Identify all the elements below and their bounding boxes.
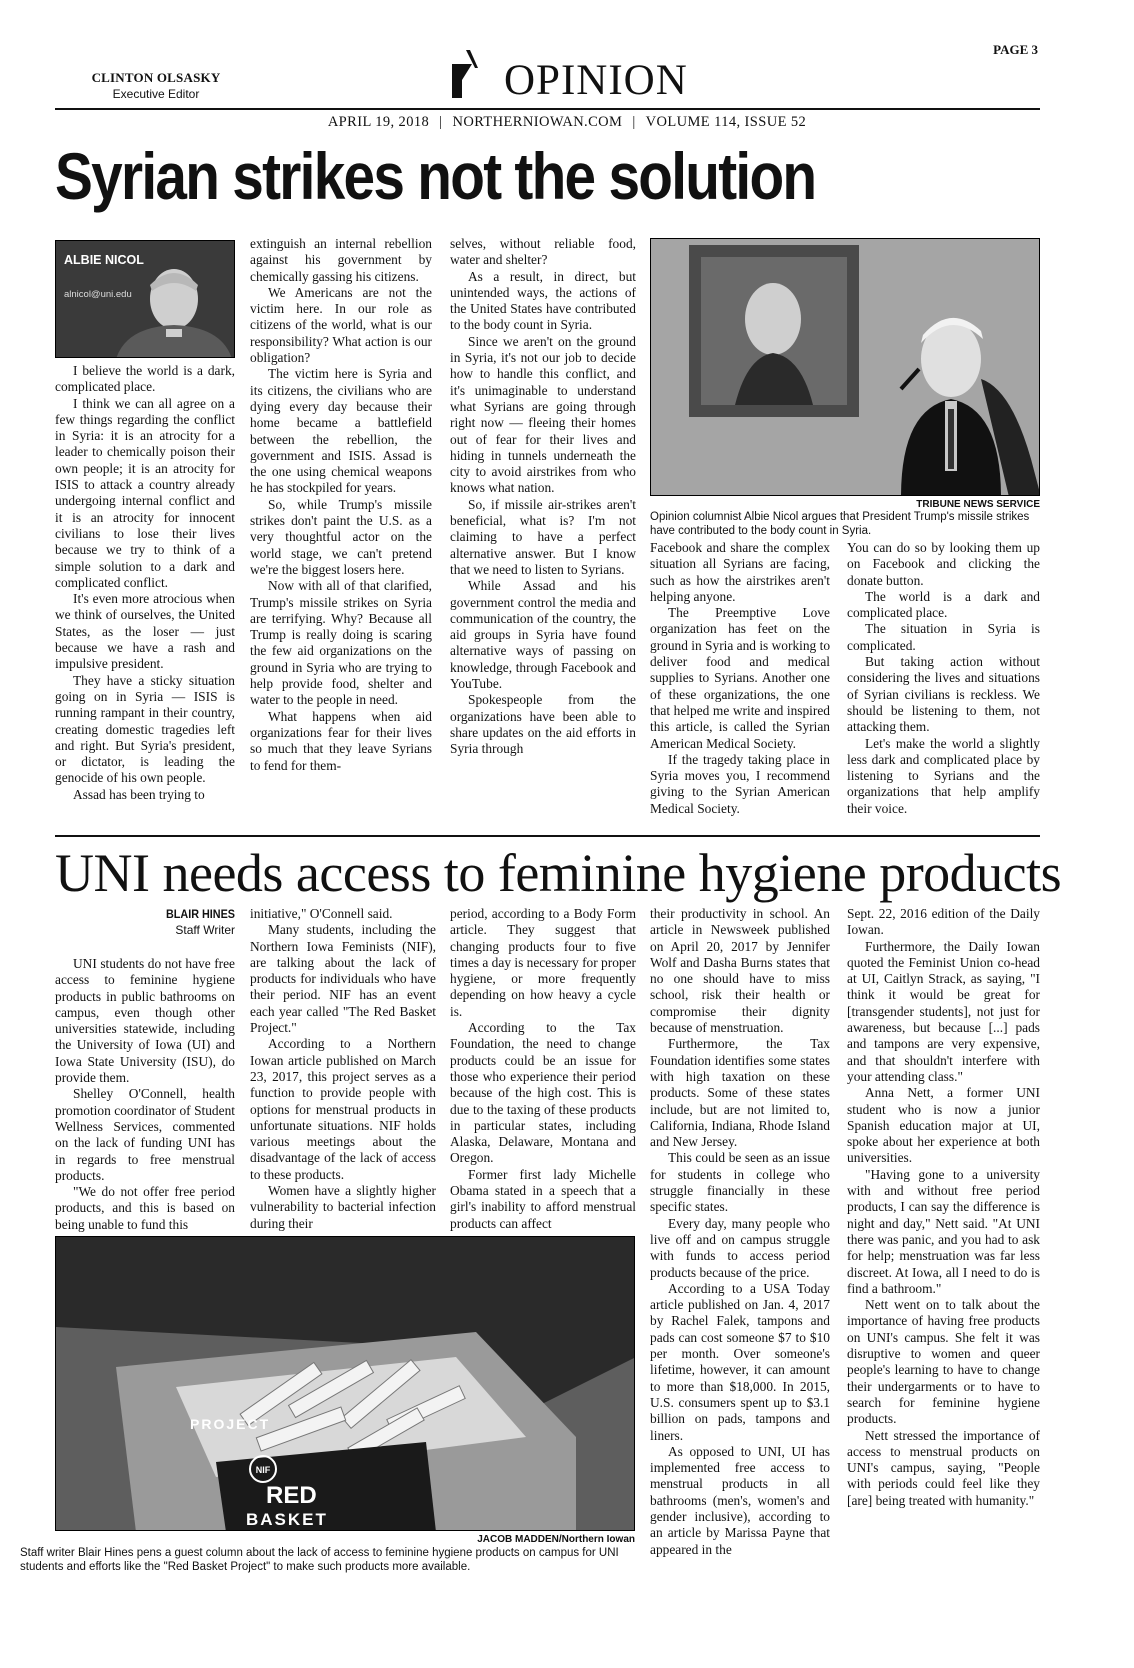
article2-photo-caption: Staff writer Blair Hines pens a guest column about the lack of access to feminine hygiene products on campus for UNI students and efforts like the "Red Basket Project" to make such products more available. — [20, 1547, 619, 1573]
paragraph: Shelley O'Connell, health promotion coordinator of Student Wellness Services, commented on the lack of funding UNI has in regards to free menstrual products. — [55, 1086, 235, 1183]
paragraph: While Assad and his government control the media and communication of the country, the aid groups in Syria have found alternative ways of passing on knowledge, through Facebook and YouTube. — [450, 578, 636, 692]
article2-column-3 — [450, 906, 636, 1232]
article1-column-1 — [55, 363, 235, 831]
article1-column-3 — [450, 236, 636, 831]
article2-column-1 — [55, 956, 235, 1232]
site-link[interactable]: NORTHERNIOWAN.COM — [452, 114, 623, 130]
paragraph: selves, without reliable food, water and shelter? — [450, 236, 636, 268]
article1-headline: Syrian strikes not the solution — [55, 139, 816, 213]
trump-photo — [650, 238, 1040, 496]
top-rule — [55, 108, 1040, 110]
paragraph: Let's make the world a slightly less dark and complicated place by listening to Syrians and the organizations that help amplify their voice. — [847, 735, 1040, 816]
section-title: OPINION — [504, 57, 688, 104]
article2-byline — [55, 906, 235, 938]
dateline-separator: | — [632, 114, 636, 130]
paragraph: Nett stressed the importance of access to menstrual products on UNI's campus, saying, "People with periods could feel like they [are] being treated with humanity." — [847, 1427, 1040, 1508]
author-name: BLAIR HINES — [165, 907, 235, 921]
editor-role: Executive Editor — [112, 87, 200, 101]
paragraph: I believe the world is a dark, complicated place. — [55, 363, 235, 395]
paragraph: "Having gone to a university with and without free period products, I can say the difference is night and day," Nett said. "At UNI there was panic, and you had to ask for help; menstruation was far less discreet. At Iowa, all I need to do is find a bathroom." — [847, 1166, 1040, 1296]
paragraph: The situation in Syria is complicated. — [847, 621, 1040, 653]
paragraph: Furthermore, the Daily Iowan quoted the Feminist Union co-head at UI, Caitlyn Strack, as saying, "I think it would be great for [transgender students], not just for awareness, but because [...] pads and tampons are very expensive, and that shouldn't interfere with your attending class." — [847, 938, 1040, 1084]
paragraph: their productivity in school. An article in Newsweek published on April 20, 2017 by Jennifer Wolf and Dasha Burns states that no one should have to miss school, risk their health or compromise their dignity because of menstruation. — [650, 906, 830, 1036]
paragraph: "We do not offer free period products, and this is based on being unable to fund this — [55, 1184, 235, 1232]
paragraph: It's even more atrocious when we think of ourselves, the United States, as the loser — just because we have a rash and impulsive president. — [55, 591, 235, 672]
trump-speech-photo-icon — [651, 239, 1040, 496]
paragraph: Assad has been trying to — [73, 786, 205, 802]
middle-rule — [55, 835, 1040, 837]
paragraph: UNI students do not have free access to feminine hygiene products in public bathrooms on campus, even though other universities statewide, including the University of Iowa (UI) and Iowa State University (ISU), do provide them. — [55, 956, 235, 1086]
paragraph: Since we aren't on the ground in Syria, it's not our job to decide how to handle this conflict, and it's unimaginable to understand what Syrians are going through right now — fleeing their homes out of fear for their lives and hiding in tunnels underneath the city to avoid airstrikes from who knows what nation. — [450, 333, 636, 496]
author-email[interactable]: alnicol@uni.edu — [64, 289, 132, 300]
article1-column-5 — [847, 540, 1040, 831]
basket-sign-basket: BASKET — [246, 1510, 328, 1529]
paragraph: They have a sticky situation going on in Syria — ISIS is running rampant in their country, creating domestic tragedies left and right. But Syria's president, or dictator, is leading the genocide of his own people. — [55, 672, 235, 786]
paragraph: If the tragedy taking place in Syria moves you, I recommend giving to the Syrian American Medical Society. — [650, 751, 830, 816]
paragraph: So, while Trump's missile strikes don't paint the U.S. as a very thoughtful actor on the world stage, we can't pretend we're the biggest losers here. — [250, 496, 432, 577]
red-basket-box-icon — [56, 1237, 635, 1531]
paragraph: Now with all of that clarified, Trump's missile strikes on Syria are terrifying. Why? Because all Trump is really doing is scaring the few aid organizations on the ground in Syria who are trying to help provide food, shelter and water to the people in need. — [250, 578, 432, 708]
paragraph: Facebook and share the complex situation all Syrians are facing, such as how the airstrikes aren't helping anyone. — [650, 540, 830, 604]
article2-column-4 — [650, 906, 830, 1582]
author-photo-albie-nicol — [55, 240, 235, 358]
volume-issue: VOLUME 114, ISSUE 52 — [645, 114, 807, 130]
paragraph: Nett went on to talk about the importance of having free products on UNI's campus. She felt it was disruptive to women and queer people's learning to have to change their undergarments or to have to search for feminine hygiene products. — [847, 1297, 1040, 1427]
executive-editor-block — [86, 70, 226, 102]
article2-column-2 — [250, 906, 436, 1232]
paragraph: Every day, many people who live off and on campus struggle with funds to access period products because of the price. — [650, 1215, 830, 1280]
paragraph: The world is a dark and complicated place. — [847, 588, 1040, 621]
article2-headline: UNI needs access to feminine hygiene products — [55, 843, 1062, 903]
paragraph: initiative," O'Connell said. — [250, 906, 393, 921]
nif-logo-text: NIF — [255, 1465, 271, 1475]
editor-name: CLINTON OLSASKY — [91, 70, 221, 85]
paragraph: According to a USA Today article published on Jan. 4, 2017 by Rachel Falek, tampons and pads can cost someone $7 to $10 per month. Over someone's lifetime, however, it can amount to more than $18,000. In 2015, U.S. consumers spent up to $3.1 billion on pads, tampons and liners. — [650, 1280, 830, 1443]
paragraph: What happens when aid organizations fear for their lives so much that they leave Syrians to fend for them- — [250, 708, 432, 773]
paragraph: According to the Tax Foundation, the need to change products could be an issue for those who experience their period because of the high cost. This is due to the taxing of these products in particular states, including Alaska, Delaware, Montana and Oregon. — [450, 1020, 636, 1166]
paragraph: But taking action without considering the lives and situations of Syrian civilians is reckless. We should be listening to them, not attacking them. — [847, 654, 1040, 735]
article1-column-4 — [650, 540, 830, 831]
paragraph: I think we can all agree on a few things regarding the conflict in Syria: it is an atrocity for a leader to chemically poison their own people; it is an atrocity for ISIS to attack a country already undergoing internal conflict and it is an atrocity for innocent civilians to lose their lives because we try to think of a simple solution to a dark and complicated conflict. — [55, 395, 235, 590]
red-basket-photo — [55, 1236, 635, 1531]
paragraph: The victim here is Syria and its citizens, the civilians who are dying every day because their home became a battlefield between the rebellion, the government and ISIS. Assad is the one using chemical weapons he has stockpiled for years. — [250, 366, 432, 496]
author-photo-label: ALBIE NICOL — [64, 253, 144, 267]
northern-iowan-logo-icon — [448, 50, 488, 100]
paragraph: We Americans are not the victim here. In our role as citizens of the world, what is our responsibility? What action is our obligation? — [250, 284, 432, 366]
paragraph: You can do so by looking them up on Facebook and clicking the donate button. — [847, 540, 1040, 588]
paragraph: This could be seen as an issue for students in college who struggle financially in these specific states. — [650, 1150, 830, 1215]
paragraph: Women have a slightly higher vulnerability to bacterial infection during their — [250, 1183, 436, 1231]
paragraph: Spokespeople from the organizations have been able to share updates on the aid efforts in Syria through — [450, 692, 636, 757]
paragraph: Anna Nett, a former UNI student who is now a junior Spanish education major at UI, spoke about her experience at both universities. — [847, 1085, 1040, 1166]
paragraph: period, according to a Body Form article. They suggest that changing products four to five times a day is necessary for proper hygiene, or more frequently depending on how heavy a cycle is. — [450, 906, 636, 1019]
article2-photo-credit: JACOB MADDEN/Northern Iowan — [477, 1534, 635, 1545]
article1-photo-caption: Opinion columnist Albie Nicol argues that President Trump's missile strikes have contributed to the body count in Syria. — [650, 511, 1030, 537]
issue-date: APRIL 19, 2018 — [327, 114, 430, 130]
article1-column-2 — [250, 236, 432, 831]
paragraph: Sept. 22, 2016 edition of the Daily Iowan. — [847, 906, 1040, 938]
paragraph: According to a Northern Iowan article published on March 23, 2017, this project serves as a function to provide people with options for menstrual products in unfortunate situations. NIF holds various meetings about the disadvantage of the lack of access to these products. — [250, 1036, 436, 1182]
article2-column-5 — [847, 906, 1040, 1582]
paragraph: Furthermore, the Tax Foundation identifies some states with high taxation on these products. Some of these states include, but are not limited to, California, Indiana, Rhode Island and New Jersey. — [650, 1036, 830, 1150]
page-number: PAGE 3 — [993, 42, 1038, 57]
basket-sign-red: RED — [266, 1482, 317, 1509]
article1-photo-credit: TRIBUNE NEWS SERVICE — [916, 499, 1040, 510]
paragraph: Former first lady Michelle Obama stated in a speech that a girl's inability to afford menstrual products can affect — [450, 1166, 636, 1231]
paragraph: extinguish an internal rebellion against his government by chemically gassing his citizens. — [250, 236, 432, 284]
paragraph: As opposed to UNI, UI has implemented free access to menstrual products in all bathrooms (men's, women's and gender inclusive), according to an article by Marissa Payne that appeared in the — [650, 1443, 830, 1557]
paragraph: The Preemptive Love organization has feet on the ground in Syria and is working to deliver food and medical supplies to Syrians. Another one of these organizations, the one that helped me write and inspired this article, is called the Syrian American Medical Society. — [650, 605, 830, 751]
author-role: Staff Writer — [175, 923, 235, 937]
dateline-separator: | — [439, 114, 443, 130]
paragraph: As a result, in direct, but unintended ways, the actions of the United States have contributed to the body count in Syria. — [450, 268, 636, 333]
basket-sign-project: PROJECT — [190, 1416, 271, 1432]
paragraph: Many students, including the Northern Iowa Feminists (NIF), are talking about the lack of products for individuals who have their period. NIF has an event each year called "The Red Basket Project." — [250, 922, 436, 1036]
dateline — [0, 114, 1134, 131]
paragraph: So, if missile air-strikes aren't beneficial, what is? I'm not claiming to have a perfect alternative answer. But I know that we need to listen to Syrians. — [450, 496, 636, 577]
